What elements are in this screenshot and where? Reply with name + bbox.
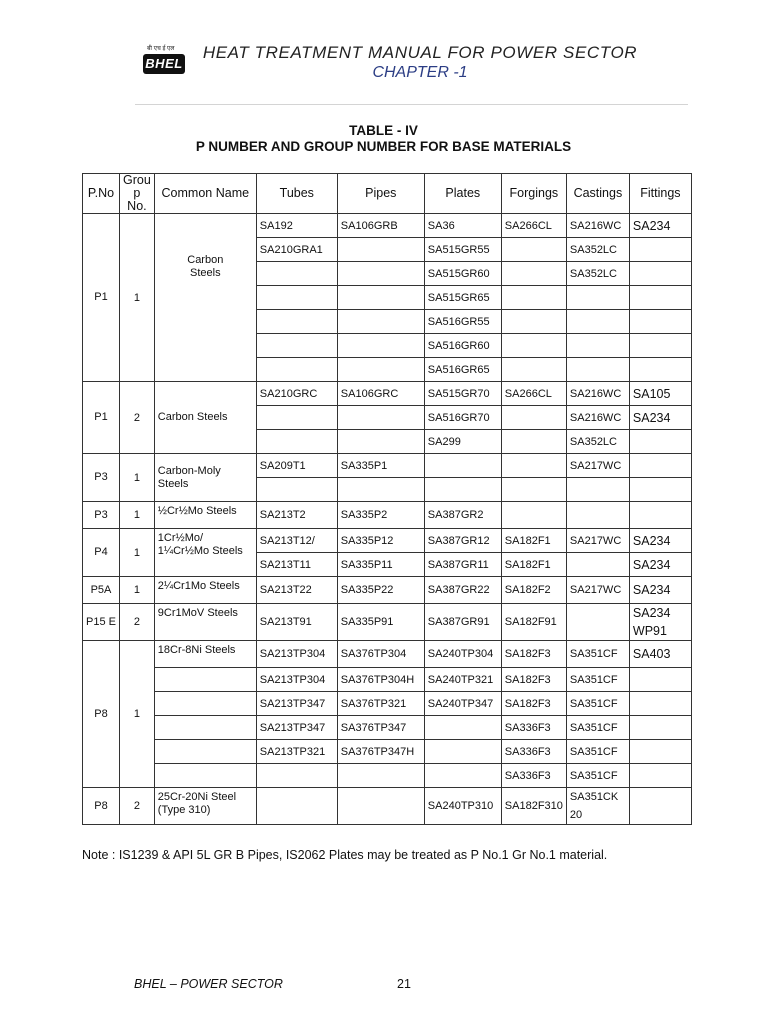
table-cell (566, 358, 629, 382)
table-cell: SA217WC (566, 577, 629, 604)
table-cell: SA351CF (566, 692, 629, 716)
table-cell (337, 430, 424, 454)
table-cell: SA234 WP91 (629, 604, 691, 641)
table-cell: SA515GR55 (424, 238, 501, 262)
table-row (83, 764, 692, 788)
table-cell (566, 502, 629, 529)
cell-group-no: 2 (120, 788, 155, 825)
table-cell: SA387GR91 (424, 604, 501, 641)
table-cell (501, 286, 566, 310)
cell-pno: P1 (83, 382, 120, 454)
cell-group-no: 1 (120, 641, 155, 788)
table-cell (424, 740, 501, 764)
table-cell: SA352LC (566, 430, 629, 454)
cell-group-no: 1 (120, 214, 155, 382)
table-cell: SA213T91 (256, 604, 337, 641)
table-cell: SA299 (424, 430, 501, 454)
col-header-fittings: Fittings (629, 174, 691, 214)
table-cell: SA213TP347 (256, 692, 337, 716)
table-cell (256, 788, 337, 825)
table-cell: SA351CF (566, 764, 629, 788)
table-cell: SA336F3 (501, 716, 566, 740)
table-cell: SA213TP304 (256, 641, 337, 668)
table-cell (629, 286, 691, 310)
table-cell: SA515GR60 (424, 262, 501, 286)
table-cell: SA335P1 (337, 454, 424, 478)
table-cell (501, 478, 566, 502)
cell-common-name: Carbon Steels (154, 214, 256, 382)
table-cell: SA182F3 (501, 668, 566, 692)
table-cell: SA376TP304 (337, 641, 424, 668)
table-cell (629, 716, 691, 740)
table-cell: SA352LC (566, 238, 629, 262)
table-cell: SA213TP347 (256, 716, 337, 740)
table-cell: SA336F3 (501, 764, 566, 788)
table-cell (629, 478, 691, 502)
table-cell (501, 334, 566, 358)
table-cell: SA234 (629, 406, 691, 430)
col-header-common-name: Common Name (154, 174, 256, 214)
table-cell (337, 406, 424, 430)
table-cell: SA351CF (566, 668, 629, 692)
table-cell (337, 262, 424, 286)
table-cell: SA36 (424, 214, 501, 238)
table-cell: SA182F310 (501, 788, 566, 825)
cell-pno: P5A (83, 577, 120, 604)
table-cell (256, 286, 337, 310)
bhel-logo (143, 46, 185, 76)
header-divider (135, 104, 688, 105)
table-cell: SA336F3 (501, 740, 566, 764)
table-cell (501, 310, 566, 334)
footer-company: BHEL – POWER SECTOR (134, 977, 283, 991)
cell-common-name-empty (154, 764, 256, 788)
table-row (83, 529, 692, 553)
table-cell: SA213T11 (256, 553, 337, 577)
table-cell (501, 502, 566, 529)
table-cell: SA387GR2 (424, 502, 501, 529)
cell-common-name-empty (154, 668, 256, 692)
table-cell: SA234 (629, 577, 691, 604)
table-cell: SA213T12/ (256, 529, 337, 553)
cell-common-name: 2¼Cr1Mo Steels (154, 577, 256, 604)
col-header-pipes: Pipes (337, 174, 424, 214)
table-cell (337, 310, 424, 334)
table-cell: SA182F1 (501, 553, 566, 577)
cell-common-name: 1Cr½Mo/ 1¼Cr½Mo Steels (154, 529, 256, 577)
col-header-forgings: Forgings (501, 174, 566, 214)
table-cell: SA351CK 20 (566, 788, 629, 825)
table-cell (256, 478, 337, 502)
cell-pno: P1 (83, 214, 120, 382)
table-cell (629, 358, 691, 382)
table-cell: SA106GRC (337, 382, 424, 406)
cell-common-name: 18Cr-8Ni Steels (154, 641, 256, 668)
page-number: 21 (397, 977, 411, 991)
table-cell: SA351CF (566, 716, 629, 740)
table-cell: SA213TP321 (256, 740, 337, 764)
table-cell (256, 358, 337, 382)
table-cell: SA515GR70 (424, 382, 501, 406)
table-cell: SA516GR60 (424, 334, 501, 358)
table-cell (566, 478, 629, 502)
table-row (83, 788, 692, 825)
cell-common-name-empty (154, 692, 256, 716)
table-cell (566, 286, 629, 310)
table-cell (256, 406, 337, 430)
table-row (83, 502, 692, 529)
table-cell: SA240TP321 (424, 668, 501, 692)
table-cell: SA240TP304 (424, 641, 501, 668)
table-cell: SA213T22 (256, 577, 337, 604)
cell-pno: P8 (83, 788, 120, 825)
table-body (83, 214, 692, 825)
table-row (83, 604, 692, 641)
cell-group-no: 1 (120, 577, 155, 604)
cell-common-name-empty (154, 716, 256, 740)
table-cell: SA516GR65 (424, 358, 501, 382)
table-cell: SA217WC (566, 529, 629, 553)
table-title: TABLE - IV (349, 123, 418, 138)
table-cell: SA216WC (566, 214, 629, 238)
table-cell (501, 358, 566, 382)
materials-table (82, 173, 692, 825)
table-cell: SA105 (629, 382, 691, 406)
table-cell (256, 310, 337, 334)
table-cell: SA351CF (566, 740, 629, 764)
table-cell: SA335P11 (337, 553, 424, 577)
table-row (83, 716, 692, 740)
col-header-castings: Castings (566, 174, 629, 214)
table-cell: SA182F3 (501, 641, 566, 668)
table-cell (629, 310, 691, 334)
cell-pno: P3 (83, 454, 120, 502)
cell-group-no: 2 (120, 604, 155, 641)
cell-pno: P4 (83, 529, 120, 577)
table-cell (501, 406, 566, 430)
table-cell: SA234 (629, 553, 691, 577)
table-cell (566, 553, 629, 577)
table-cell: SA403 (629, 641, 691, 668)
table-cell: SA240TP347 (424, 692, 501, 716)
logo-mark: BHEL (143, 54, 185, 74)
table-cell: SA209T1 (256, 454, 337, 478)
table-cell: SA376TP304H (337, 668, 424, 692)
col-header-tubes: Tubes (256, 174, 337, 214)
table-cell (337, 238, 424, 262)
table-cell: SA234 (629, 214, 691, 238)
table-cell (424, 454, 501, 478)
table-cell: SA213T2 (256, 502, 337, 529)
table-cell: SA387GR11 (424, 553, 501, 577)
table-cell (629, 334, 691, 358)
table-cell (629, 692, 691, 716)
table-cell: SA216WC (566, 406, 629, 430)
table-cell: SA192 (256, 214, 337, 238)
table-cell (629, 502, 691, 529)
table-cell (256, 262, 337, 286)
table-cell: SA387GR12 (424, 529, 501, 553)
table-subtitle: P NUMBER AND GROUP NUMBER FOR BASE MATERIALS (195, 139, 572, 154)
cell-pno: P15 E (83, 604, 120, 641)
table-cell: SA210GRA1 (256, 238, 337, 262)
cell-common-name: ½Cr½Mo Steels (154, 502, 256, 529)
table-note: Note : IS1239 & API 5L GR B Pipes, IS2062 Plates may be treated as P No.1 Gr No.1 material. (82, 848, 608, 862)
table-cell: SA352LC (566, 262, 629, 286)
col-header-pno: P.No (83, 174, 120, 214)
table-cell (501, 430, 566, 454)
cell-common-name: Carbon-Moly Steels (154, 454, 256, 502)
table-cell: SA335P22 (337, 577, 424, 604)
table-cell (424, 764, 501, 788)
table-cell (337, 334, 424, 358)
table-cell (337, 478, 424, 502)
table-cell (337, 358, 424, 382)
table-cell: SA516GR70 (424, 406, 501, 430)
table-cell (629, 238, 691, 262)
table-cell: SA182F1 (501, 529, 566, 553)
cell-common-name-empty (154, 740, 256, 764)
table-cell: SA376TP347H (337, 740, 424, 764)
table-cell: SA210GRC (256, 382, 337, 406)
table-cell (566, 310, 629, 334)
table-row (83, 740, 692, 764)
table-cell: SA351CF (566, 641, 629, 668)
table-cell: SA335P91 (337, 604, 424, 641)
table-cell: SA216WC (566, 382, 629, 406)
table-row (83, 668, 692, 692)
table-cell: SA217WC (566, 454, 629, 478)
table-cell (629, 668, 691, 692)
manual-title: HEAT TREATMENT MANUAL FOR POWER SECTOR (202, 43, 638, 62)
cell-common-name: Carbon Steels (154, 382, 256, 454)
table-cell: SA182F2 (501, 577, 566, 604)
table-cell (566, 334, 629, 358)
table-cell (501, 262, 566, 286)
table-header-row (83, 174, 692, 214)
logo-script-text: बी एच ई एल (147, 46, 175, 52)
table-cell: SA335P12 (337, 529, 424, 553)
table-cell (337, 286, 424, 310)
col-header-plates: Plates (424, 174, 501, 214)
table-cell: SA182F3 (501, 692, 566, 716)
table-cell: SA387GR22 (424, 577, 501, 604)
table-cell: SA106GRB (337, 214, 424, 238)
table-cell: SA376TP321 (337, 692, 424, 716)
table-cell: SA515GR65 (424, 286, 501, 310)
table-cell: SA376TP347 (337, 716, 424, 740)
table-row (83, 382, 692, 406)
table-cell: SA266CL (501, 382, 566, 406)
cell-common-name: 9Cr1MoV Steels (154, 604, 256, 641)
table-row (83, 692, 692, 716)
cell-group-no: 1 (120, 454, 155, 502)
table-cell: SA182F91 (501, 604, 566, 641)
table-cell: SA213TP304 (256, 668, 337, 692)
table-cell (256, 430, 337, 454)
table-cell (629, 454, 691, 478)
table-cell (337, 788, 424, 825)
table-cell (629, 740, 691, 764)
table-row (83, 577, 692, 604)
table-row (83, 641, 692, 668)
cell-pno: P3 (83, 502, 120, 529)
table-row (83, 214, 692, 238)
chapter-title: CHAPTER -1 (372, 64, 468, 81)
table-cell: SA266CL (501, 214, 566, 238)
table-cell: SA335P2 (337, 502, 424, 529)
cell-pno: P8 (83, 641, 120, 788)
table-cell (629, 788, 691, 825)
cell-group-no: 1 (120, 529, 155, 577)
cell-group-no: 2 (120, 382, 155, 454)
table-cell (629, 262, 691, 286)
table-cell (256, 334, 337, 358)
table-cell (629, 764, 691, 788)
table-cell (501, 238, 566, 262)
table-cell (424, 478, 501, 502)
table-cell (337, 764, 424, 788)
table-cell (424, 716, 501, 740)
table-cell: SA234 (629, 529, 691, 553)
table-cell (566, 604, 629, 641)
table-cell (256, 764, 337, 788)
table-cell: SA516GR55 (424, 310, 501, 334)
table-cell (501, 454, 566, 478)
col-header-group: Grou p No. (120, 174, 155, 214)
cell-group-no: 1 (120, 502, 155, 529)
cell-common-name: 25Cr-20Ni Steel (Type 310) (154, 788, 256, 825)
table-row (83, 454, 692, 478)
table-cell: SA240TP310 (424, 788, 501, 825)
table-cell (629, 430, 691, 454)
